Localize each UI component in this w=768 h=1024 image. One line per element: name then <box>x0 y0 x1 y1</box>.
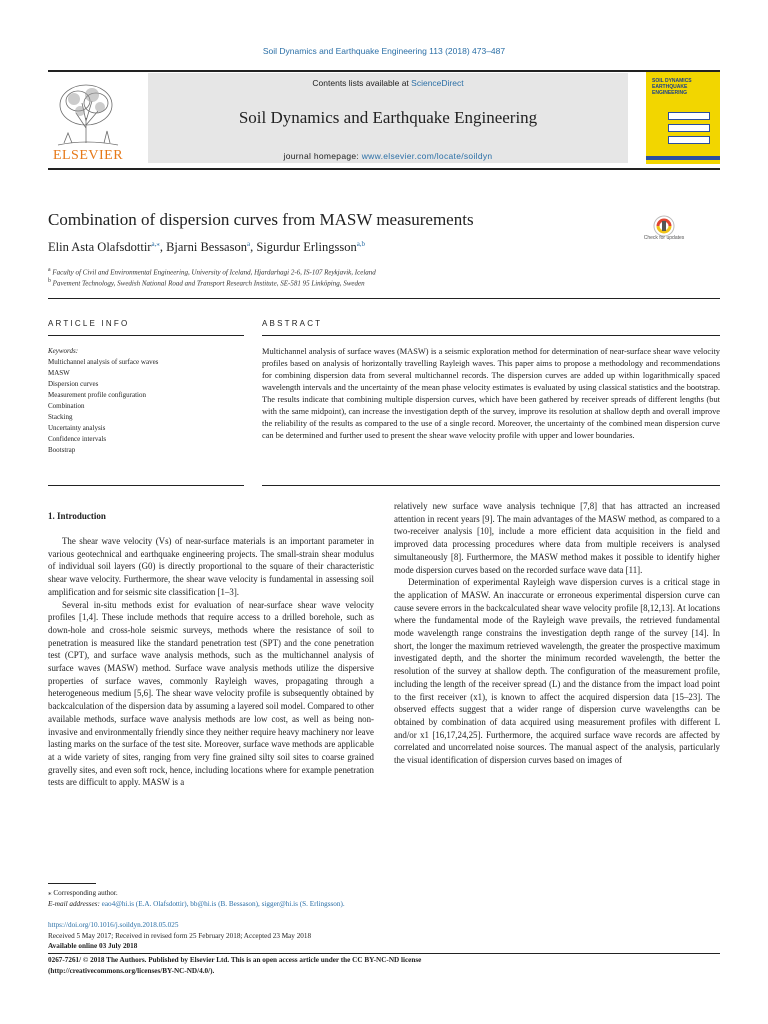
article-title: Combination of dispersion curves from MASW measurements <box>48 210 474 229</box>
divider <box>262 335 720 336</box>
contents-prefix: Contents lists available at <box>312 78 412 88</box>
homepage-line <box>148 151 628 161</box>
available-online: Available online 03 July 2018 <box>48 942 138 950</box>
right-column <box>394 500 720 767</box>
paragraph: The shear wave velocity (Vs) of near-surface materials is an important parameter in various geotechnical and earthquake engineering projects. The small-strain shear modulus of individual soil layers (G0) is directly proportional to the square of their characteristic shear wave velocity. Furthermore, the shear wave velocity is fundamental in assessing soil amplification and for seismic site classification [1–3]. <box>48 536 374 597</box>
keyword: Combination <box>48 402 85 410</box>
check-for-updates-label[interactable]: Check for updates <box>643 235 685 241</box>
author-name[interactable]: Bjarni Bessason <box>166 240 247 255</box>
abstract-heading: ABSTRACT <box>262 319 323 328</box>
paragraph: Several in-situ methods exist for evaluation of near-surface shear wave velocity profiles [1,4]. These include methods that require access to a drilled borehole, such as down-hole and cross-hole seismic surveys, methods where the resistance of soil to penetration is measured like the standard penetration test (SPT) and the cone penetration test (CPT), and surface wave analysis methods, such as the multichannel analysis of surface waves (MASW) method. Surface wave analysis methods utilize the dispersive properties of surface waves, commonly Rayleigh waves, propagating through a heterogeneous medium [5,6]. The shear wave velocity profile is subsequently obtained by backcalculation of the dispersion data by assuming a layered soil model. Compared to other available methods, surface wave analysis methods are low cost, as well as being non-invasive and environmentally friendly since they neither require heavy machinery nor leave lasting marks on the surface of the test site. Moreover, surface wave methods are applicable at a wide variety of sites, ranging from very fine grained silty soil sites to coarse grained gravelly sites, and even soft rock, hence, including locations where for example penetration tests are difficult to apply. MASW is a <box>48 599 374 788</box>
paragraph: Determination of experimental Rayleigh wave dispersion curves is a critical stage in the application of MASW. An inaccurate or erroneous experimental dispersion curve can cause severe errors in the backcalculated shear wave velocity profile [8,12,13]. At locations where the fundamental mode of the Rayleigh wave prevails, the retrieved fundamental mode wavelength range constrains the investigation depth range of the survey [14]. In short, the longer the maximum retrieved wavelength, the greater the prospective maximum investigated depth, and the shorter the minimum recorded wavelength, the better the resolution of the survey at shallow depth. The configuration of the measurement profile, including the length of the receiver spread (L) and the distance from the impact load point to the first receiver (x1), is known to affect the acquired dispersion data [15–23]. The observed effects suggest that a wider range of dispersion curve wavelengths can be obtained by combination of data acquired using measurement profiles with different L and/or x1 [16,17,24,25]. Furthermore, the acquired surface wave records are affected by correlated and uncorrelated noise sources. The manual aspect of the analysis, particularly the visual identification of dispersion curves based on images of <box>394 577 720 766</box>
email-addresses[interactable]: eao4@hi.is (E.A. Olafsdottir), bb@hi.is (B. Bessason), sigger@hi.is (S. Erlingsson). <box>101 900 345 908</box>
author-affil-sup[interactable]: a,b <box>356 240 366 248</box>
affiliation-sup: b <box>48 278 51 284</box>
journal-title: Soil Dynamics and Earthquake Engineering <box>238 108 538 127</box>
section-heading-introduction: 1. Introduction <box>48 511 106 521</box>
cover-block <box>668 124 710 132</box>
cover-title: SOIL DYNAMICS EARTHQUAKE ENGINEERING <box>652 78 692 96</box>
keyword: Multichannel analysis of surface waves <box>48 358 159 366</box>
keyword: Bootstrap <box>48 446 76 454</box>
author-affil-sup[interactable]: a <box>246 240 251 248</box>
author-list: Elin Asta Olafsdottir$^{a,⁎}$, Bjarni Bessason$^a$, Sigurdur Erlingsson$^{a,b}$ <box>48 240 366 255</box>
keywords-label: Keywords: <box>48 347 79 355</box>
affiliation-text: Faculty of Civil and Environmental Engineering, University of Iceland, Hjardarhagi 2-6, IS-107 Reykjavik, Iceland <box>52 268 376 277</box>
affiliation-text: Pavement Technology, Swedish National Road and Transport Research Institute, SE-581 95 Linköping, Sweden <box>52 279 365 288</box>
divider <box>262 485 720 486</box>
sciencedirect-link[interactable]: ScienceDirect <box>411 78 464 88</box>
cover-block <box>668 112 710 120</box>
divider <box>48 335 244 336</box>
keyword: Measurement profile configuration <box>48 391 146 399</box>
journal-cover-thumbnail[interactable] <box>646 72 720 164</box>
journal-reference[interactable]: Soil Dynamics and Earthquake Engineering 113 (2018) 473–487 <box>262 46 506 56</box>
author-name[interactable]: Sigurdur Erlingsson <box>256 240 357 255</box>
affiliation-sup: a <box>48 267 51 273</box>
keyword: MASW <box>48 369 70 377</box>
left-column <box>48 535 374 789</box>
check-for-updates-icon[interactable] <box>646 214 682 250</box>
keyword: Dispersion curves <box>48 380 99 388</box>
homepage-link[interactable]: www.elsevier.com/locate/soildyn <box>361 151 493 161</box>
footnote-rule <box>48 883 96 884</box>
email-footnote <box>48 899 345 909</box>
cover-block <box>668 136 710 144</box>
header-top-rule <box>48 70 720 72</box>
keyword: Confidence intervals <box>48 435 107 443</box>
divider <box>48 485 244 486</box>
affiliation <box>48 278 365 287</box>
affiliation <box>48 267 376 276</box>
keyword: Uncertainty analysis <box>48 424 106 432</box>
copyright-line: 0267-7261/ © 2018 The Authors. Published by Elsevier Ltd. This is an open access article under the CC BY-NC-ND license <box>48 956 422 964</box>
author-affil-sup[interactable]: a,⁎ <box>151 240 160 248</box>
header-bottom-rule <box>48 168 720 170</box>
author-name[interactable]: Elin Asta Olafsdottir <box>48 240 152 255</box>
doi-link[interactable]: https://doi.org/10.1016/j.soildyn.2018.05.025 <box>48 921 179 929</box>
license-link[interactable]: (http://creativecommons.org/licenses/BY-NC-ND/4.0/). <box>48 967 215 975</box>
publisher-logo-text: ELSEVIER <box>52 148 124 163</box>
keyword: Stacking <box>48 413 73 421</box>
contents-line <box>148 78 628 88</box>
received-dates: Received 5 May 2017; Received in revised form 25 February 2018; Accepted 23 May 2018 <box>48 932 312 940</box>
corresponding-author-note: ⁎ Corresponding author. <box>48 889 118 897</box>
abstract-text: Multichannel analysis of surface waves (MASW) is a seismic exploration method for determination of near-surface shear wave velocity profiles based on analysis of horizontally travelling Rayleigh waves. This paper aims to propose a methodology and recommendations for combining dispersion data from several multichannel records. The dispersion curves are added up within logarithmically spaced wavelength intervals and the uncertainty of the mean phase velocity estimates is evaluated by using classical statistics and the bootstrap. The results indicate that combining multiple dispersion curves, which have been gathered by receiver spreads of different lengths (but with the same midpoint), can increase the investigation depth of the survey, improve its resolution at shallow depth and overall improve the reliability of the results as compared to the use of a single record. Moreover, the uncertainty of the combined mean dispersion curve can be determined and further used to present the shear wave velocity profile with upper and lower boundaries. <box>262 347 720 440</box>
homepage-prefix: journal homepage: <box>283 151 362 161</box>
email-label: E-mail addresses: <box>48 900 100 908</box>
article-info-heading: ARTICLE INFO <box>48 319 130 328</box>
divider <box>48 298 720 299</box>
paragraph: relatively new surface wave analysis technique [7,8] that has attracted an increased attention in recent years [9]. The main advantages of the MASW method, as compared to a two-receiver analysis [10], include a more efficient data acquisition in the field and improved data processing procedures where data from multiple receivers is analysed simultaneously [8]. Furthermore, the MASW method makes it possible to identify higher mode dispersion curves based on the recorded surface wave data [11]. <box>394 501 720 575</box>
divider <box>48 953 720 954</box>
cover-bar <box>646 156 720 160</box>
